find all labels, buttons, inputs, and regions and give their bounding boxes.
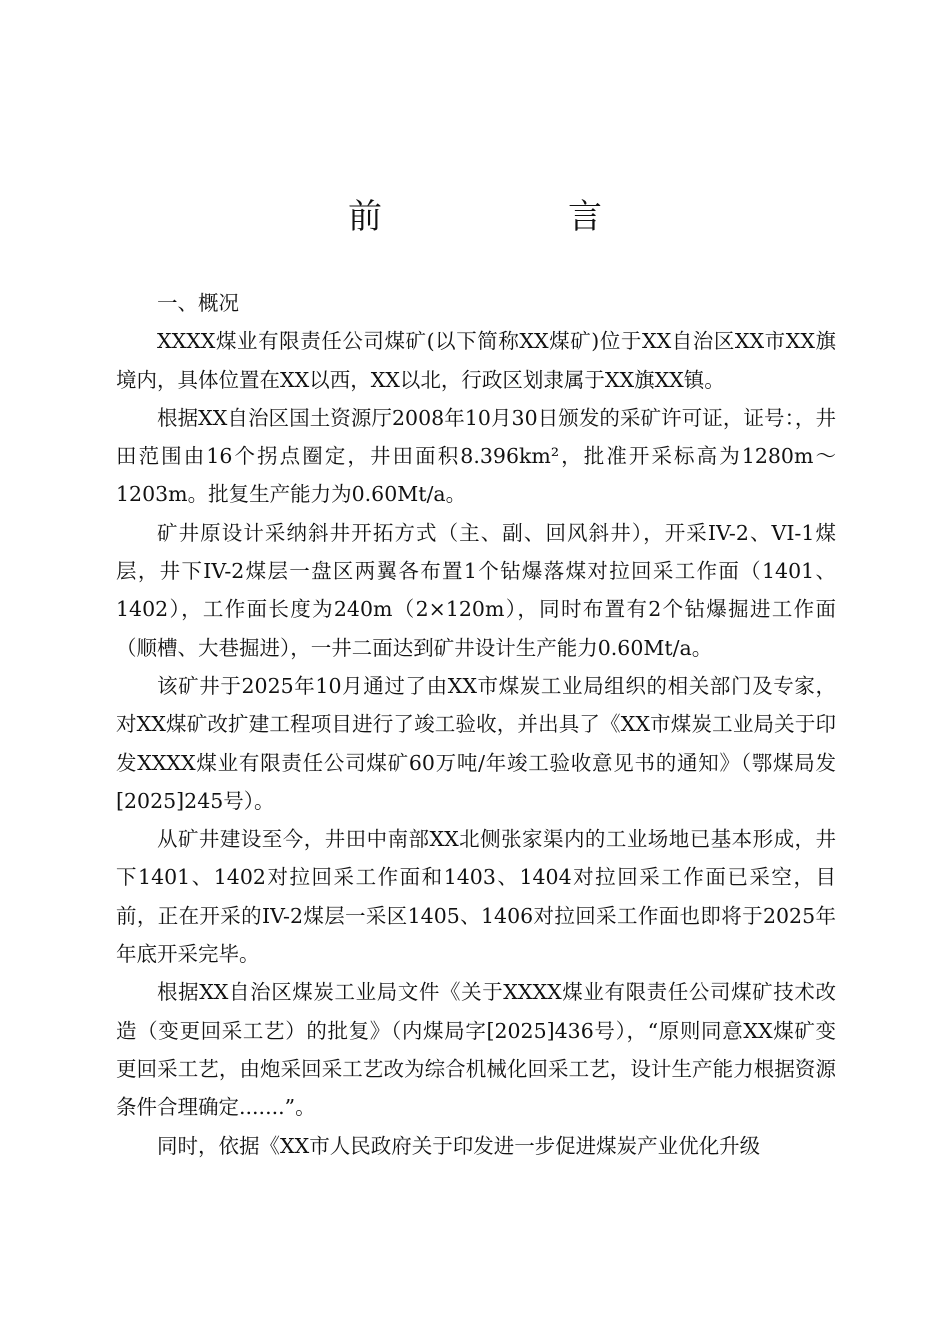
document-body bbox=[116, 284, 836, 1165]
page-title: 前 言 bbox=[348, 197, 678, 237]
paragraph-continuation: 同时，依据《XX市人民政府关于印发进一步促进煤炭产业优化升级 bbox=[157, 1133, 761, 1158]
paragraph-progress: 从矿井建设至今，井田中南部XX北侧张家渠内的工业场地已基本形成，井下1401、1402对拉回采工作面和1403、1404对拉回采工作面已采空，目前，正在开采的IV-2煤层一采区1405、1406对拉回采工作面也即将于2025年年底开采完毕。 bbox=[116, 827, 836, 967]
section-heading: 一、概况 bbox=[157, 291, 239, 315]
paragraph-overview: XXXX煤业有限责任公司煤矿(以下简称XX煤矿)位于XX自治区XX市XX旗境内，具体位置在XX以西，XX以北，行政区划隶属于XX旗XX镇。 bbox=[116, 329, 836, 392]
paragraph-design: 矿井原设计采纳斜井开拓方式（主、副、回风斜井），开采IV-2、VI-1煤层，井下IV-2煤层一盘区两翼各布置1个钻爆落煤对拉回采工作面（1401、1402），工作面长度为240m（2×120m），同时布置有2个钻爆掘进工作面（顺槽、大巷掘进），一井二面达到矿井设计生产能力0.60Mt/a。 bbox=[116, 520, 836, 660]
paragraph-acceptance: 该矿井于2025年10月通过了由XX市煤炭工业局组织的相关部门及专家，对XX煤矿改扩建工程项目进行了竣工验收，并出具了《XX市煤炭工业局关于印发XXXX煤业有限责任公司煤矿60万吨/年竣工验收意见书的通知》（鄂煤局发[2025]245号）。 bbox=[116, 673, 836, 813]
paragraph-approval: 根据XX自治区煤炭工业局文件《关于XXXX煤业有限责任公司煤矿技术改造（变更回采工艺）的批复》（内煤局字[2025]436号），“原则同意XX煤矿变更回采工艺，由炮采回采工艺改为综合机械化回采工艺，设计生产能力根据资源条件合理确定.......”。 bbox=[116, 980, 836, 1120]
paragraph-license: 根据XX自治区国土资源厅2008年10月30日颁发的采矿许可证，证号：，井田范围由16个拐点圈定，井田面积8.396km²，批准开采标高为1280m～1203m。批复生产能力为0.60Mt/a。 bbox=[116, 405, 836, 507]
